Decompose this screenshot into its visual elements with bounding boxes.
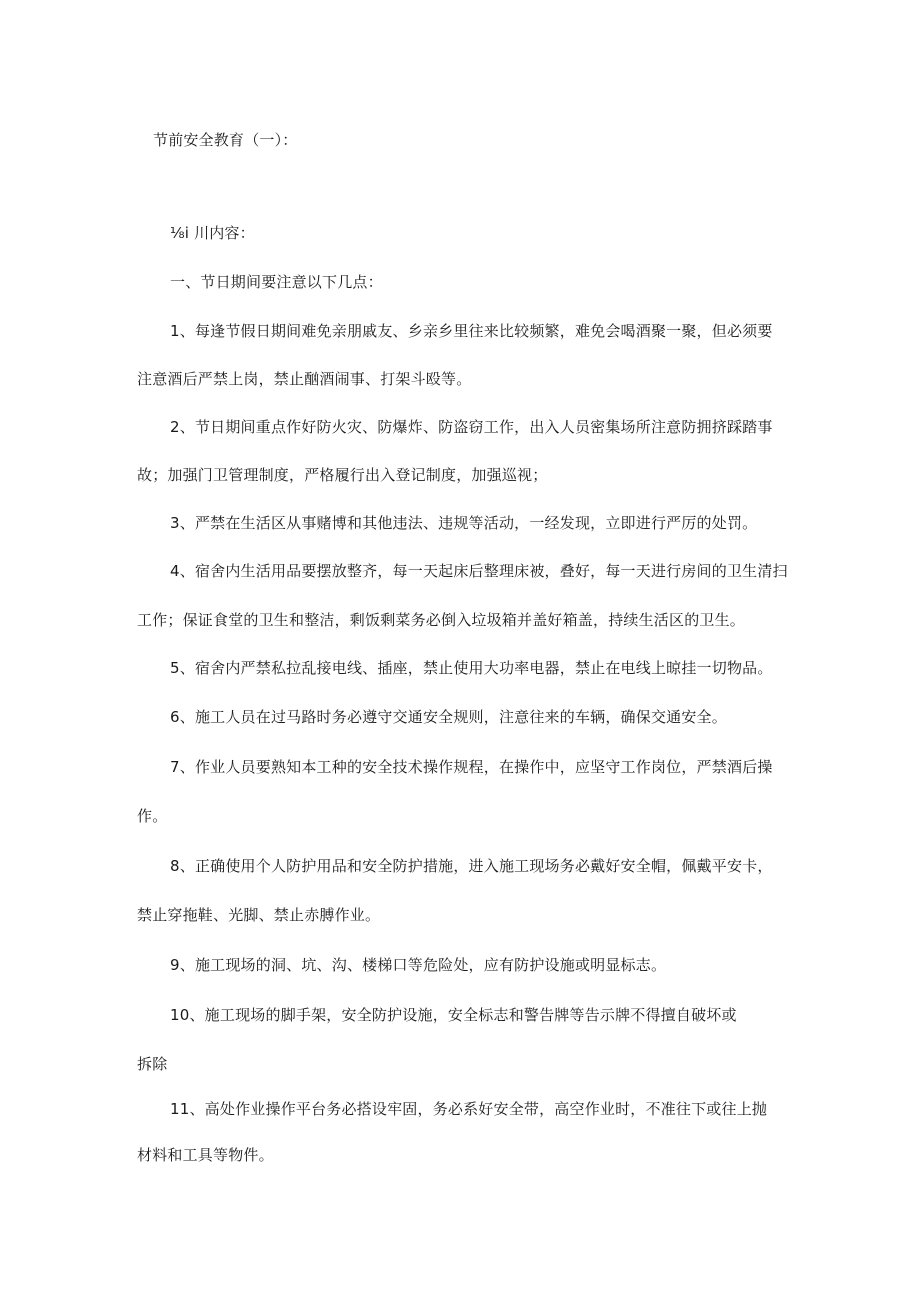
section-heading: 一、节日期间要注意以下几点： <box>170 273 383 291</box>
item-1-line-2: 注意酒后严禁上岗，禁止酗酒闹事、打架斗殴等。 <box>137 370 472 388</box>
item-2-line-1: 2、节日期间重点作好防火灾、防爆炸、防盗窃工作，出入人员密集场所注意防拥挤踩踏事 <box>170 418 773 436</box>
item-6-line-1: 6、施工人员在过马路时务必遵守交通安全规则，注意往来的车辆，确保交通安全。 <box>170 708 727 726</box>
document-title: 节前安全教育（一）： <box>153 131 298 149</box>
item-2-line-2: 故；加强门卫管理制度，严格履行出入登记制度，加强巡视； <box>137 466 548 484</box>
item-5-line-1: 5、宿舍内严禁私拉乱接电线、插座，禁止使用大功率电器，禁止在电线上晾挂一切物品。 <box>170 659 773 677</box>
document-subheading: ⅛i 川内容： <box>170 224 255 242</box>
item-4-line-2: 工作；保证食堂的卫生和整洁，剩饭剩菜务必倒入垃圾箱并盖好箱盖，持续生活区的卫生。 <box>137 611 746 629</box>
item-11-line-2: 材料和工具等物件。 <box>137 1146 274 1164</box>
item-7-line-2: 作。 <box>137 807 168 825</box>
item-9-line-1: 9、施工现场的洞、坑、沟、楼梯口等危险处，应有防护设施或明显标志。 <box>170 956 667 974</box>
item-11-line-1: 11、高处作业操作平台务必搭设牢固，务必系好安全带，高空作业时，不准往下或往上抛 <box>170 1100 768 1118</box>
item-4-line-1: 4、宿舍内生活用品要摆放整齐，每一天起床后整理床被，叠好，每一天进行房间的卫生清扫 <box>170 562 788 580</box>
item-1-line-1: 1、每逢节假日期间难免亲朋戚友、乡亲乡里往来比较频繁，难免会喝酒聚一聚，但必须要 <box>170 322 773 340</box>
item-8-line-2: 禁止穿拖鞋、光脚、禁止赤膊作业。 <box>137 906 381 924</box>
item-8-line-1: 8、正确使用个人防护用品和安全防护措施，进入施工现场务必戴好安全帽，佩戴平安卡， <box>170 857 773 875</box>
item-10-line-2: 拆除 <box>137 1055 168 1073</box>
item-7-line-1: 7、作业人员要熟知本工种的安全技术操作规程，在操作中，应坚守工作岗位，严禁酒后操 <box>170 758 773 776</box>
item-10-line-1: 10、施工现场的脚手架，安全防护设施，安全标志和警告牌等告示牌不得擅自破坏或 <box>170 1006 737 1024</box>
item-3-line-1: 3、严禁在生活区从事赌博和其他违法、违规等活动，一经发现，立即进行严厉的处罚。 <box>170 514 758 532</box>
